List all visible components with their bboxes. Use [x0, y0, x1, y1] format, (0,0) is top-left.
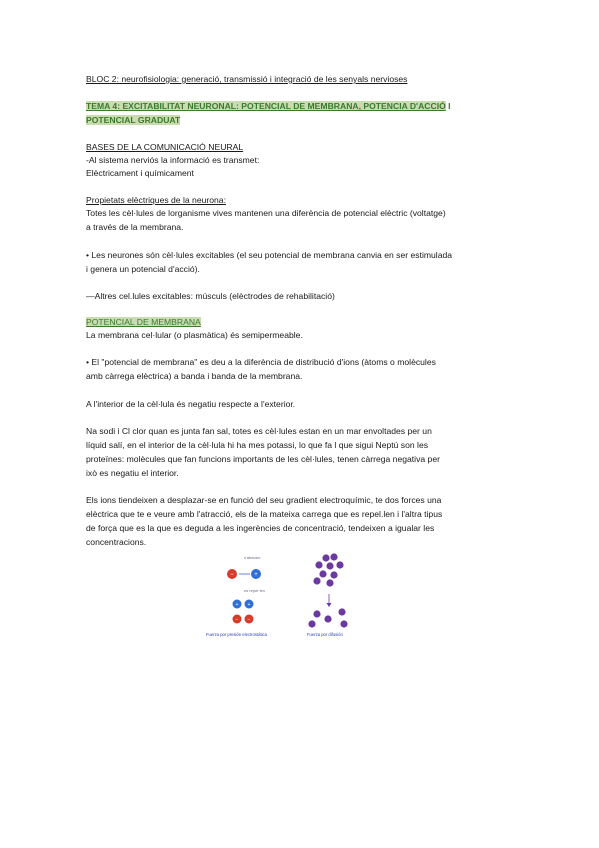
tema-line2: POTENCIAL GRADUAT [86, 115, 181, 125]
nacl-line3: proteïnes: molècules que fan funcions importants de les cèl·lules, tenen càrrega negativa per [86, 454, 440, 464]
particle-icon [319, 570, 326, 577]
def-line1: • El "potencial de membrana" es deu a la diferència de distribució d'ions (àtoms o molècules [86, 357, 436, 367]
particle-icon [313, 577, 320, 584]
particle-icon [330, 553, 337, 560]
ions-line3: de força que es la que es deguda a les ingerències de concentració, tendeixen a igualar les [86, 523, 435, 533]
svg-text:−: − [247, 617, 251, 623]
label-repel: es repel·len [244, 588, 265, 593]
ions-line1: Els ions tiendeixen a desplazar-se en funció del seu gradient electroquímic, te dos forces una [86, 495, 442, 505]
svg-text:+: + [247, 602, 251, 608]
diffusion-panel [307, 553, 348, 637]
particle-icon [313, 610, 320, 617]
bases-heading: BASES DE LA COMUNICACIÓ NEURAL [86, 142, 244, 152]
particle-icon [336, 561, 343, 568]
caption-electrostatic: Fuerza por presión electrostática [206, 632, 267, 637]
svg-text:−: − [235, 617, 239, 623]
bloc-title: BLOC 2: neurofisiologia: generació, transmissió i integració de les senyals nervioses [86, 74, 408, 84]
tema-line1: TEMA 4: EXCITABILITAT NEURONAL: POTENCIAL DE MEMBRANA, POTENCIA D'ACCIÓ [86, 101, 446, 111]
svg-text:−: − [230, 572, 234, 578]
bases-line2: Elèctricament i químicament [86, 168, 194, 178]
def-line2: amb càrrega elèctrica) a banda i banda de la membrana. [86, 371, 303, 381]
nacl-line2: líquid salí, en el interior de la cèl·lula hi ha mes potassi, lo que fa l que sigui Neptú son les [86, 440, 429, 450]
ions-line2: elèctrica que te e veure amb l'atracció, els de la mateixa carrega que es repel.len i l'altra tipus [86, 509, 443, 519]
ion-forces-figure [206, 548, 380, 648]
ions-line4: concentracions. [86, 537, 147, 547]
tema-heading [86, 99, 526, 127]
nacl-line4: ixò es negatiu el interior. [86, 468, 179, 478]
altres-line: —Altres cel.lules excitables: músculs (elèctrodes de rehabilitació) [86, 291, 335, 301]
label-atrau: s'atrauen [244, 555, 261, 560]
interior-line: A l'interior de la cèl·lula és negatiu respecte a l'exterior. [86, 399, 296, 409]
neurones-line1: • Les neurones són cèl·lules excitables (el seu potencial de membrana canvia en ser estimulada [86, 250, 453, 260]
particle-icon [338, 608, 345, 615]
particle-icon [330, 571, 337, 578]
particle-icon [326, 579, 333, 586]
svg-text:+: + [235, 602, 239, 608]
potencial-heading-text: POTENCIAL DE MEMBRANA [86, 317, 201, 327]
nacl-line1: Na sodi i Cl clor quan es junta fan sal, totes es cèl·lules estan en un mar envoltades per un [86, 426, 432, 436]
caption-diffusion: Fuerza por difusión [307, 632, 343, 637]
arrow-head-icon [327, 603, 332, 607]
tema-line1-suffix: I [445, 101, 451, 111]
potencial-line1: La membrana cel·lular (o plasmàtica) és semipermeable. [86, 330, 303, 340]
electrostatic-panel [206, 555, 268, 637]
potencial-heading [86, 315, 526, 329]
particle-icon [322, 554, 329, 561]
particle-icon [340, 620, 347, 627]
particle-icon [326, 562, 333, 569]
bases-line1: -Al sistema nerviós la informació es transmet: [86, 155, 260, 165]
particle-icon [324, 615, 331, 622]
propietats-line2: a través de la membrana. [86, 222, 184, 232]
propietats-line1: Totes les cèl·lules de lorganisme vives mantenen una diferència de potencial elèctric (voltatge) [86, 208, 446, 218]
neurones-line2: i genera un potencial d'acció). [86, 264, 200, 274]
propietats-heading: Propietats elèctriques de la neurona: [86, 195, 226, 205]
particle-icon [315, 561, 322, 568]
svg-text:+: + [254, 572, 258, 578]
particle-icon [308, 620, 315, 627]
